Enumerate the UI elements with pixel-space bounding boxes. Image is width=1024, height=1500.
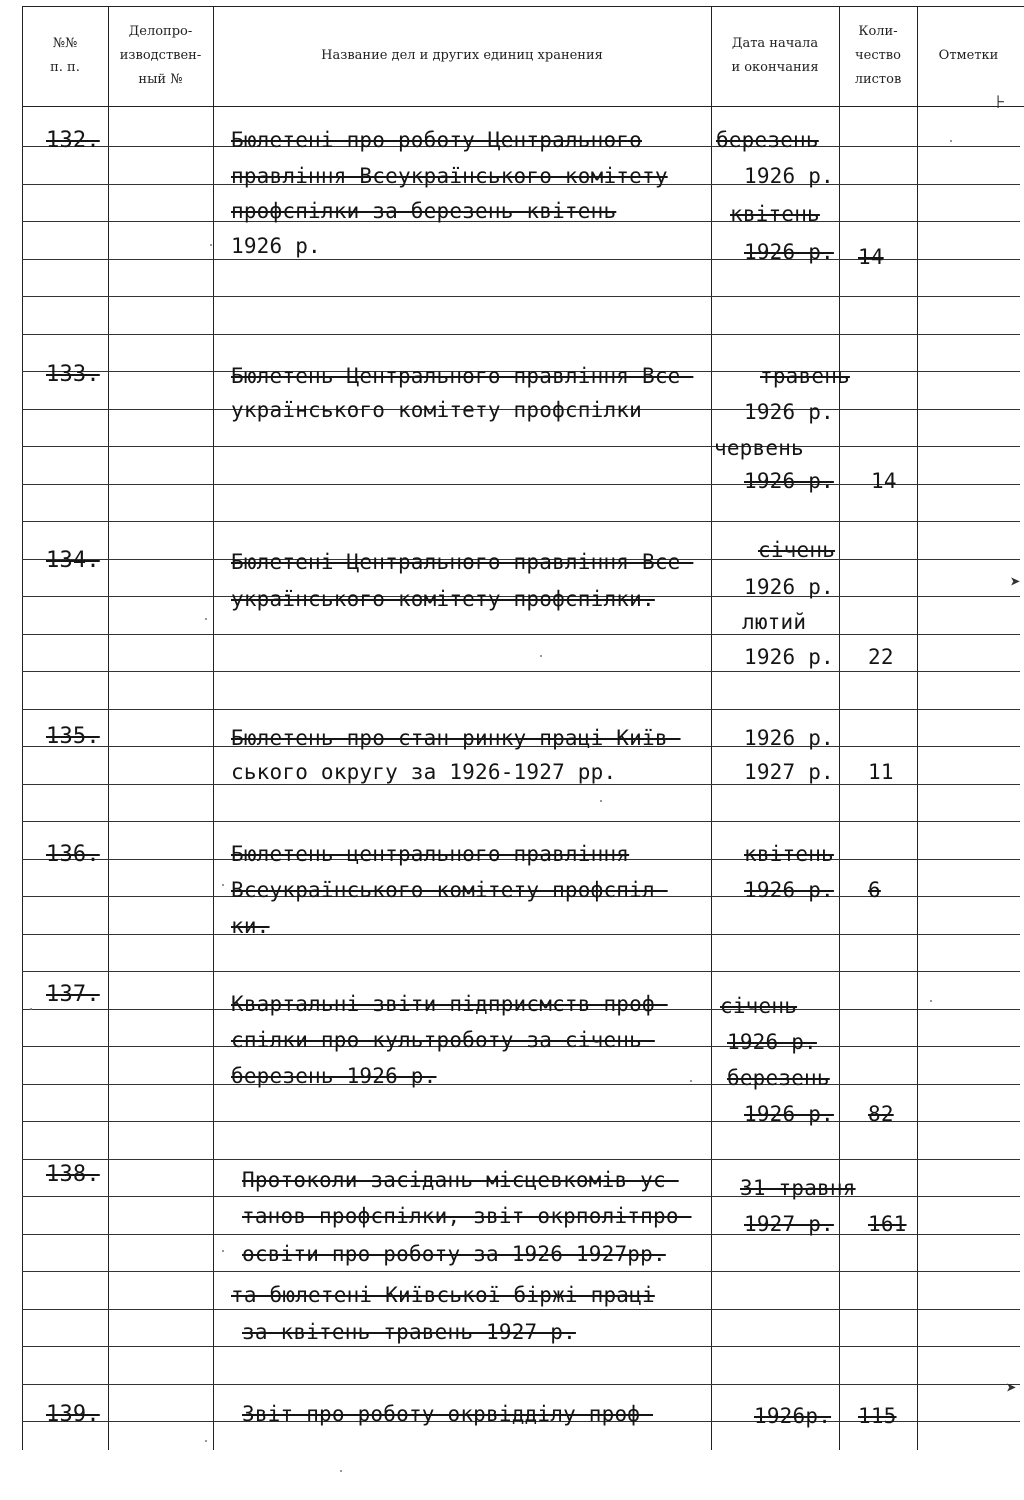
ruled-line bbox=[22, 334, 1020, 335]
header-text: изводствен- bbox=[119, 48, 202, 63]
header-text: ный № bbox=[138, 72, 183, 87]
entry-number: 135. bbox=[46, 724, 100, 749]
entry-sheets: 11 bbox=[868, 760, 894, 784]
ruled-line bbox=[22, 1159, 1020, 1160]
entry-title-line: спілки про культроботу за січень- bbox=[231, 1028, 655, 1052]
header-col-office-number bbox=[108, 8, 213, 104]
entry-title-line: українського комітету профспілки bbox=[231, 398, 642, 422]
entry-date-line: 1926 р. bbox=[744, 878, 834, 902]
margin-arrow-icon: ➤ bbox=[1010, 572, 1021, 593]
header-col-dates bbox=[711, 8, 839, 104]
header-text: Коли- bbox=[858, 24, 898, 39]
entry-title-line: Бюлетень Центрального правління Все- bbox=[231, 364, 694, 388]
entry-sheets: 14 bbox=[858, 245, 884, 269]
entry-sheets: 115 bbox=[858, 1404, 897, 1428]
entry-date-line: 1926 р. bbox=[744, 469, 834, 493]
entry-number: 134. bbox=[46, 548, 100, 573]
entry-title-line: Квартальні звіти підприємств проф- bbox=[231, 992, 668, 1016]
entry-sheets: 82 bbox=[868, 1102, 894, 1126]
entry-date-line: 1926 р. bbox=[727, 1030, 817, 1054]
ruled-line bbox=[22, 521, 1020, 522]
entry-title-line: за квітень-травень 1927 р. bbox=[242, 1320, 576, 1344]
ruled-line bbox=[22, 446, 1020, 447]
header-text: чество bbox=[855, 48, 901, 63]
entry-title-line: та бюлетені Київської біржі праці bbox=[231, 1283, 655, 1307]
entry-title-line: 1926 р. bbox=[231, 234, 321, 258]
header-col-number bbox=[22, 8, 108, 104]
entry-title-line: березень 1926 р. bbox=[231, 1064, 437, 1088]
entry-date-line: 1926 р. bbox=[744, 1102, 834, 1126]
entry-sheets: 161 bbox=[868, 1212, 907, 1236]
entry-number: 136. bbox=[46, 842, 100, 867]
entry-date-line: 1926 р. bbox=[744, 240, 834, 264]
ruled-line bbox=[22, 1346, 1020, 1347]
header-text: и окончания bbox=[731, 60, 819, 75]
header-text: п. п. bbox=[50, 60, 80, 75]
entry-date-line: квітень bbox=[744, 842, 834, 866]
entry-title-line: танов профспілки, звіт окрполітпро- bbox=[242, 1204, 692, 1228]
entry-title-line: профспілки за березень-квітень bbox=[231, 199, 617, 223]
entry-number: 138. bbox=[46, 1162, 100, 1187]
entry-date-line: 1927 р. bbox=[744, 760, 834, 784]
entry-title-line: Бюлетені Центрального правління Все- bbox=[231, 550, 694, 574]
header-col-sheets bbox=[839, 8, 917, 104]
entry-date-line: 1927 р. bbox=[744, 1212, 834, 1236]
entry-date-line: 1926р. bbox=[754, 1404, 832, 1428]
entry-date-line: січень bbox=[758, 538, 836, 562]
header-text: Отметки bbox=[938, 48, 999, 63]
entry-title-line: Всеукраїнського комітету профспіл- bbox=[231, 878, 668, 902]
entry-sheets: 14 bbox=[871, 469, 897, 493]
header-text: №№ bbox=[52, 36, 78, 51]
entry-date-line: 1926 р. bbox=[744, 645, 834, 669]
entry-date-line: березень bbox=[727, 1066, 830, 1090]
entry-title-line: Протоколи засідань місцевкомів ус- bbox=[242, 1168, 679, 1192]
entry-sheets: 6 bbox=[868, 878, 881, 902]
entry-title-line: Бюлетені про роботу Центрального bbox=[231, 128, 642, 152]
ruled-line bbox=[22, 1384, 1020, 1385]
entry-sheets: 22 bbox=[868, 645, 894, 669]
entry-title-line: Звіт про роботу окрвідділу проф- bbox=[242, 1402, 653, 1426]
header-col-title bbox=[213, 8, 711, 104]
header-text: листов bbox=[854, 72, 902, 87]
ruled-line bbox=[22, 1196, 1020, 1197]
header-text: Название дел и других единиц хранения bbox=[321, 48, 603, 63]
ruled-line bbox=[22, 1084, 1020, 1085]
entry-date-line: 1926 р. bbox=[744, 400, 834, 424]
entry-number: 132. bbox=[46, 128, 100, 153]
entry-title-line: ського округу за 1926-1927 рр. bbox=[231, 760, 617, 784]
ruled-line bbox=[22, 1309, 1020, 1310]
entry-date-line: червень bbox=[714, 436, 804, 460]
ruled-line bbox=[22, 296, 1020, 297]
entry-title-line: українського комітету профспілки. bbox=[231, 587, 655, 611]
header-text: Делопро- bbox=[128, 24, 193, 39]
header-bottom-border bbox=[22, 106, 1024, 107]
entry-title-line: Бюлетень центрального правління bbox=[231, 842, 630, 866]
ruled-line bbox=[22, 634, 1020, 635]
entry-number: 139. bbox=[46, 1402, 100, 1427]
ruled-line bbox=[22, 971, 1020, 972]
entry-date-line: квітень bbox=[730, 202, 820, 226]
entry-title-line: освіти про роботу за 1926-1927рр. bbox=[242, 1242, 666, 1266]
ruled-line bbox=[22, 1271, 1020, 1272]
entry-date-line: 31 травня bbox=[740, 1176, 856, 1200]
ruled-line bbox=[22, 821, 1020, 822]
margin-mark-icon: ⊦ bbox=[996, 92, 1006, 113]
entry-date-line: 1926 р. bbox=[744, 575, 834, 599]
entry-title-line: ки. bbox=[231, 914, 270, 938]
entry-date-line: січень bbox=[720, 994, 798, 1018]
header-text: Дата начала bbox=[731, 36, 819, 51]
entry-number: 137. bbox=[46, 982, 100, 1007]
header-col-notes bbox=[917, 8, 1020, 104]
entry-date-line: травень bbox=[760, 364, 850, 388]
ruled-line bbox=[22, 934, 1020, 935]
table-top-border bbox=[22, 6, 1024, 7]
entry-title-line: правління Всеукраїнського комітету bbox=[231, 164, 668, 188]
ruled-line bbox=[22, 671, 1020, 672]
entry-title-line: Бюлетень про стан ринку праці Київ- bbox=[231, 726, 681, 750]
entry-number: 133. bbox=[46, 362, 100, 387]
entry-date-line: 1926 р. bbox=[744, 164, 834, 188]
ruled-line bbox=[22, 709, 1020, 710]
entry-date-line: 1926 р. bbox=[744, 726, 834, 750]
margin-arrow-icon: ➤ bbox=[1006, 1378, 1017, 1399]
ruled-line bbox=[22, 784, 1020, 785]
entry-date-line: березень bbox=[716, 128, 819, 152]
entry-date-line: лютий bbox=[742, 610, 807, 634]
